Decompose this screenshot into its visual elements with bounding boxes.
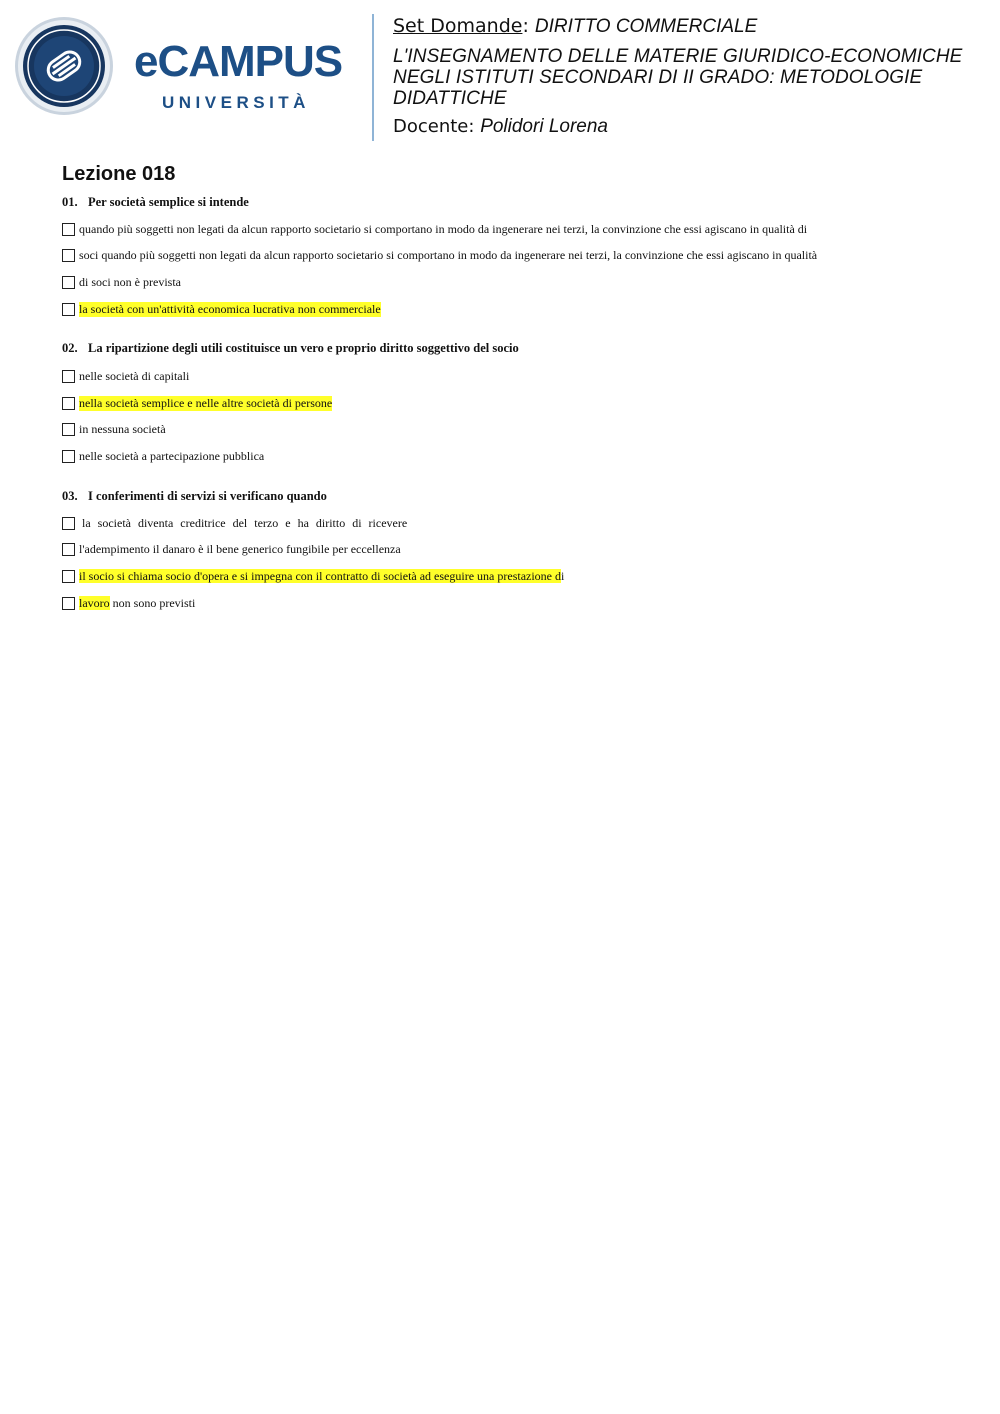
- question-title: [62, 341, 519, 356]
- answer-option[interactable]: [62, 420, 166, 438]
- answer-checkbox[interactable]: [62, 276, 75, 289]
- question-title: [62, 195, 249, 210]
- answer-checkbox[interactable]: [62, 570, 75, 583]
- answer-text: in nessuna società: [79, 421, 166, 436]
- answer-text: di soci non è prevista: [79, 274, 181, 289]
- answer-option[interactable]: [62, 594, 195, 612]
- set-label: Set Domande: [393, 15, 523, 37]
- answer-text: la società diventa creditrice del terzo e ha diritto di ricevere: [82, 515, 408, 530]
- answer-option[interactable]: [62, 540, 401, 558]
- answer-text: l'adempimento il danaro è il bene generico fungibile per eccellenza: [79, 541, 401, 556]
- answer-text: soci quando più soggetti non legati da alcun rapporto societario si comportano in modo da ingenerare nei terzi, la convinzione che essi agiscano in qualità: [79, 247, 818, 262]
- question-number: 02.: [62, 341, 78, 355]
- question-text: La ripartizione degli utili costituisce un vero e proprio diritto soggettivo del socio: [88, 341, 519, 355]
- question-text: I conferimenti di servizi si verificano quando: [88, 489, 327, 503]
- answer-text: [79, 569, 564, 584]
- teacher-label: Docente: [393, 116, 469, 137]
- answer-checkbox[interactable]: [62, 249, 75, 262]
- highlighted-answer-text: la società con un'attività economica lucrativa non commerciale: [79, 301, 381, 316]
- ecampus-wordmark-logo: [134, 38, 356, 118]
- answer-checkbox[interactable]: [62, 303, 75, 316]
- answer-checkbox[interactable]: [62, 397, 75, 410]
- answer-checkbox[interactable]: [62, 370, 75, 383]
- answer-option-correct[interactable]: [62, 394, 332, 412]
- answer-option[interactable]: [62, 514, 407, 532]
- answer-checkbox[interactable]: [62, 517, 75, 530]
- answer-option[interactable]: [62, 447, 264, 465]
- answer-option[interactable]: [62, 220, 807, 238]
- course-title: L'INSEGNAMENTO DELLE MATERIE GIURIDICO-ECONOMICHE NEGLI ISTITUTI SECONDARI DI II GRADO: METODOLOGIE DIDATTICHE: [393, 46, 963, 109]
- answer-text-tail: non sono previsti: [109, 595, 196, 610]
- highlighted-answer-text: lavoro: [79, 595, 110, 610]
- brand-name: eCAMPUS: [134, 38, 343, 86]
- answer-option-correct[interactable]: [62, 567, 564, 585]
- answer-option-correct[interactable]: [62, 300, 381, 318]
- answer-text: quando più soggetti non legati da alcun rapporto societario si comportano in modo da ingenerare nei terzi, la convinzione che essi agiscano in qualità di: [79, 221, 808, 236]
- answer-text: nelle società di capitali: [79, 368, 190, 383]
- university-seal-logo: [14, 16, 114, 116]
- highlighted-answer-text: nella società semplice e nelle altre società di persone: [79, 395, 333, 410]
- answer-text: [79, 596, 195, 611]
- subject-line: Set Domande: DIRITTO COMMERCIALE: [393, 15, 758, 37]
- answer-option[interactable]: [62, 246, 817, 264]
- answer-checkbox[interactable]: [62, 543, 75, 556]
- brand-subtitle: UNIVERSITÀ: [162, 93, 310, 112]
- answer-text-tail: i: [561, 568, 565, 583]
- question-number: 01.: [62, 195, 78, 209]
- answer-option[interactable]: [62, 273, 181, 291]
- answer-checkbox[interactable]: [62, 450, 75, 463]
- header-divider: [372, 14, 374, 141]
- teacher-line: Docente: Polidori Lorena: [393, 116, 608, 137]
- teacher-name: Polidori Lorena: [480, 116, 608, 137]
- answer-checkbox[interactable]: [62, 223, 75, 236]
- highlighted-answer-text: il socio si chiama socio d'opera e si impegna con il contratto di società ad eseguire una prestazione d: [79, 568, 562, 583]
- answer-text: nelle società a partecipazione pubblica: [79, 448, 265, 463]
- question-title: [62, 489, 327, 504]
- question-number: 03.: [62, 489, 78, 503]
- header-info: [393, 14, 983, 139]
- answer-option[interactable]: [62, 367, 189, 385]
- question-text: Per società semplice si intende: [88, 195, 249, 209]
- answer-checkbox[interactable]: [62, 423, 75, 436]
- answer-checkbox[interactable]: [62, 597, 75, 610]
- subject-name: DIRITTO COMMERCIALE: [534, 16, 758, 37]
- lesson-title: Lezione 018: [62, 163, 176, 185]
